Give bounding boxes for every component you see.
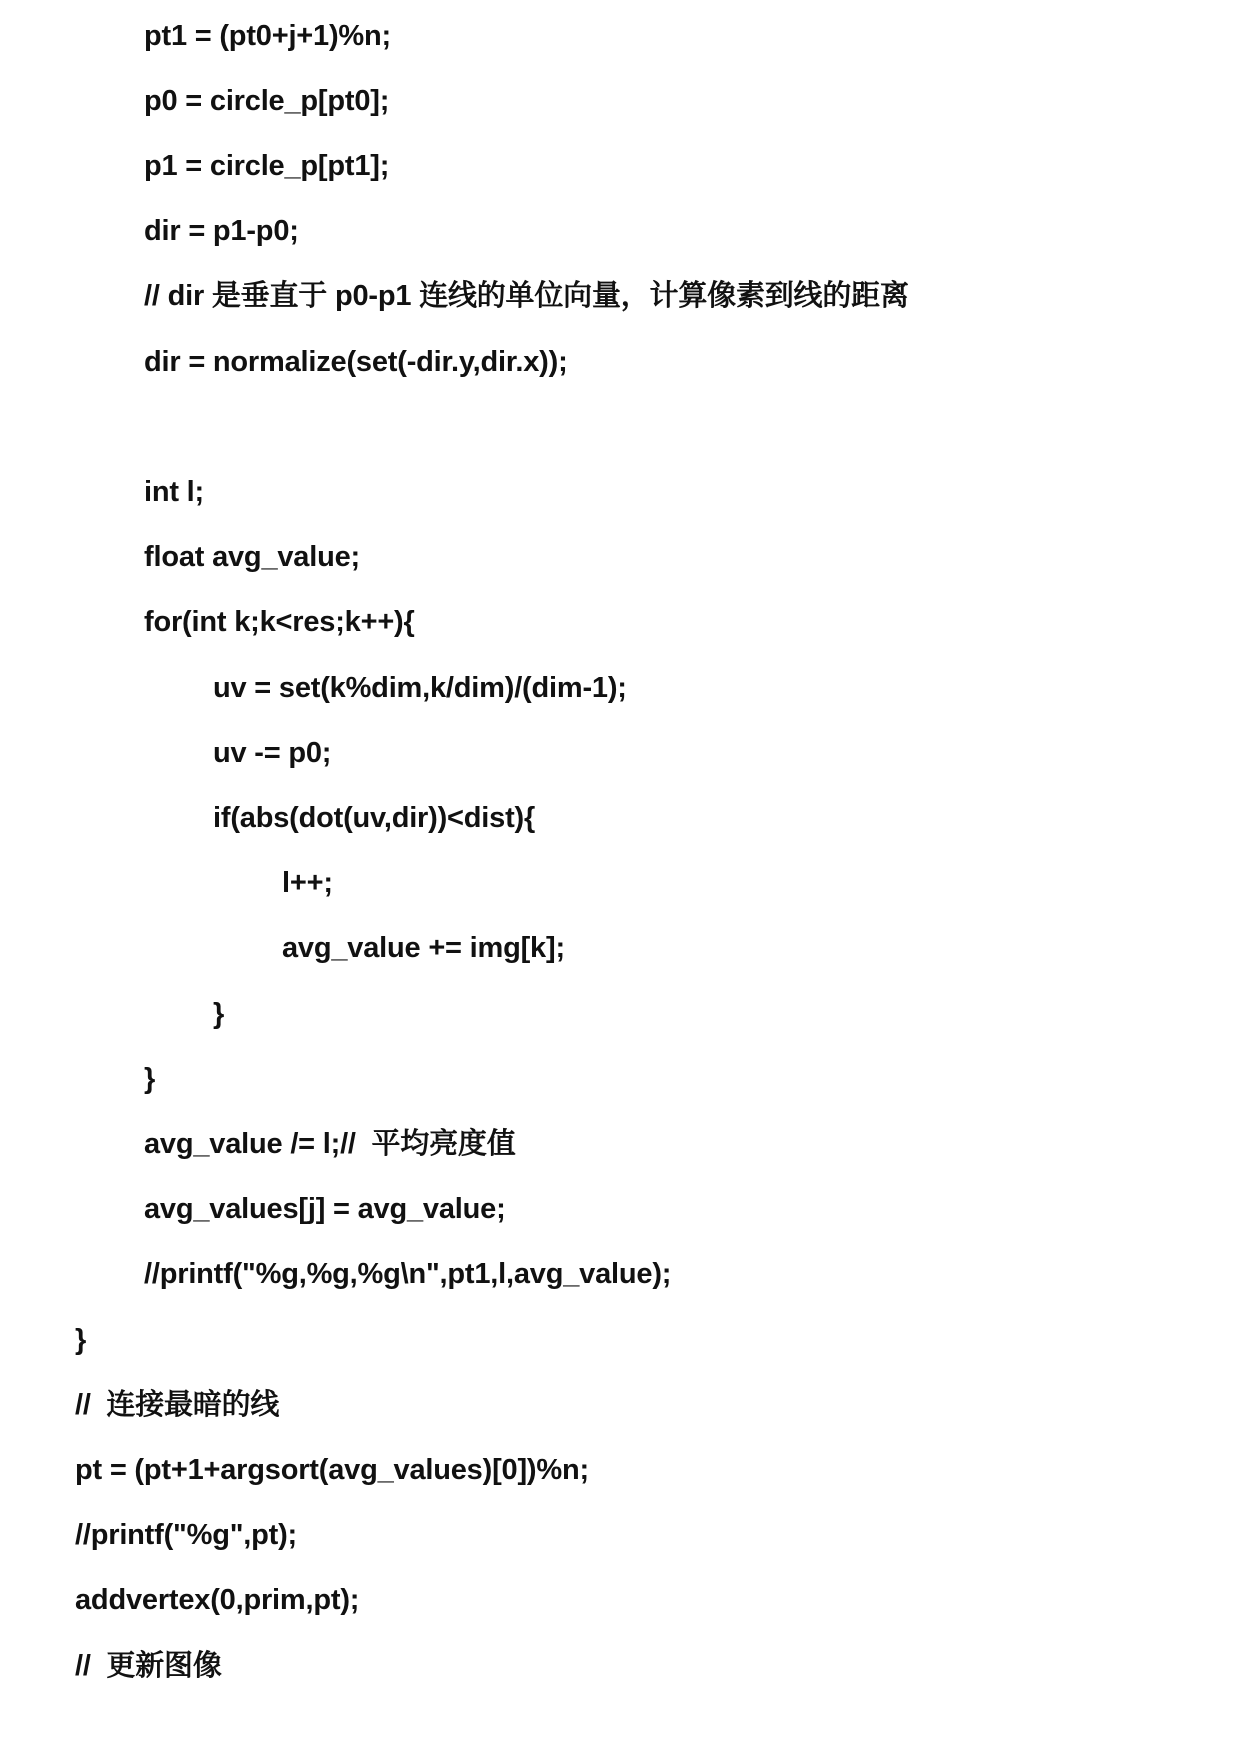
code-line: for(int k;k<res;k++){ — [144, 606, 415, 638]
code-line: uv = set(k%dim,k/dim)/(dim-1); — [213, 672, 627, 704]
code-line: pt = (pt+1+argsort(avg_values)[0])%n; — [75, 1454, 589, 1486]
code-line: dir = p1-p0; — [144, 215, 299, 247]
code-comment: // 更新图像 — [75, 1650, 222, 1682]
code-line: avg_values[j] = avg_value; — [144, 1193, 506, 1225]
code-line: avg_value /= l;// 平均亮度值 — [144, 1128, 516, 1160]
code-comment: // 连接最暗的线 — [75, 1389, 280, 1421]
code-line: p1 = circle_p[pt1]; — [144, 150, 390, 182]
code-line: int l; — [144, 476, 205, 508]
code-line: addvertex(0,prim,pt); — [75, 1584, 360, 1616]
code-line: if(abs(dot(uv,dir))<dist){ — [213, 802, 536, 834]
code-comment: // dir 是垂直于 p0-p1 连线的单位向量，计算像素到线的距离 — [144, 280, 909, 312]
code-line: l++; — [282, 867, 333, 899]
code-line: dir = normalize(set(-dir.y,dir.x)); — [144, 346, 568, 378]
code-line: uv -= p0; — [213, 737, 332, 769]
code-line: avg_value += img[k]; — [282, 932, 565, 964]
code-comment: //printf("%g",pt); — [75, 1519, 297, 1551]
code-comment: //printf("%g,%g,%g\n",pt1,l,avg_value); — [144, 1258, 672, 1290]
code-line: } — [75, 1324, 87, 1356]
code-line: } — [144, 1063, 156, 1095]
code-line: pt1 = (pt0+j+1)%n; — [144, 20, 391, 52]
code-line: } — [213, 998, 225, 1030]
code-line: float avg_value; — [144, 541, 360, 573]
code-line: p0 = circle_p[pt0]; — [144, 85, 390, 117]
